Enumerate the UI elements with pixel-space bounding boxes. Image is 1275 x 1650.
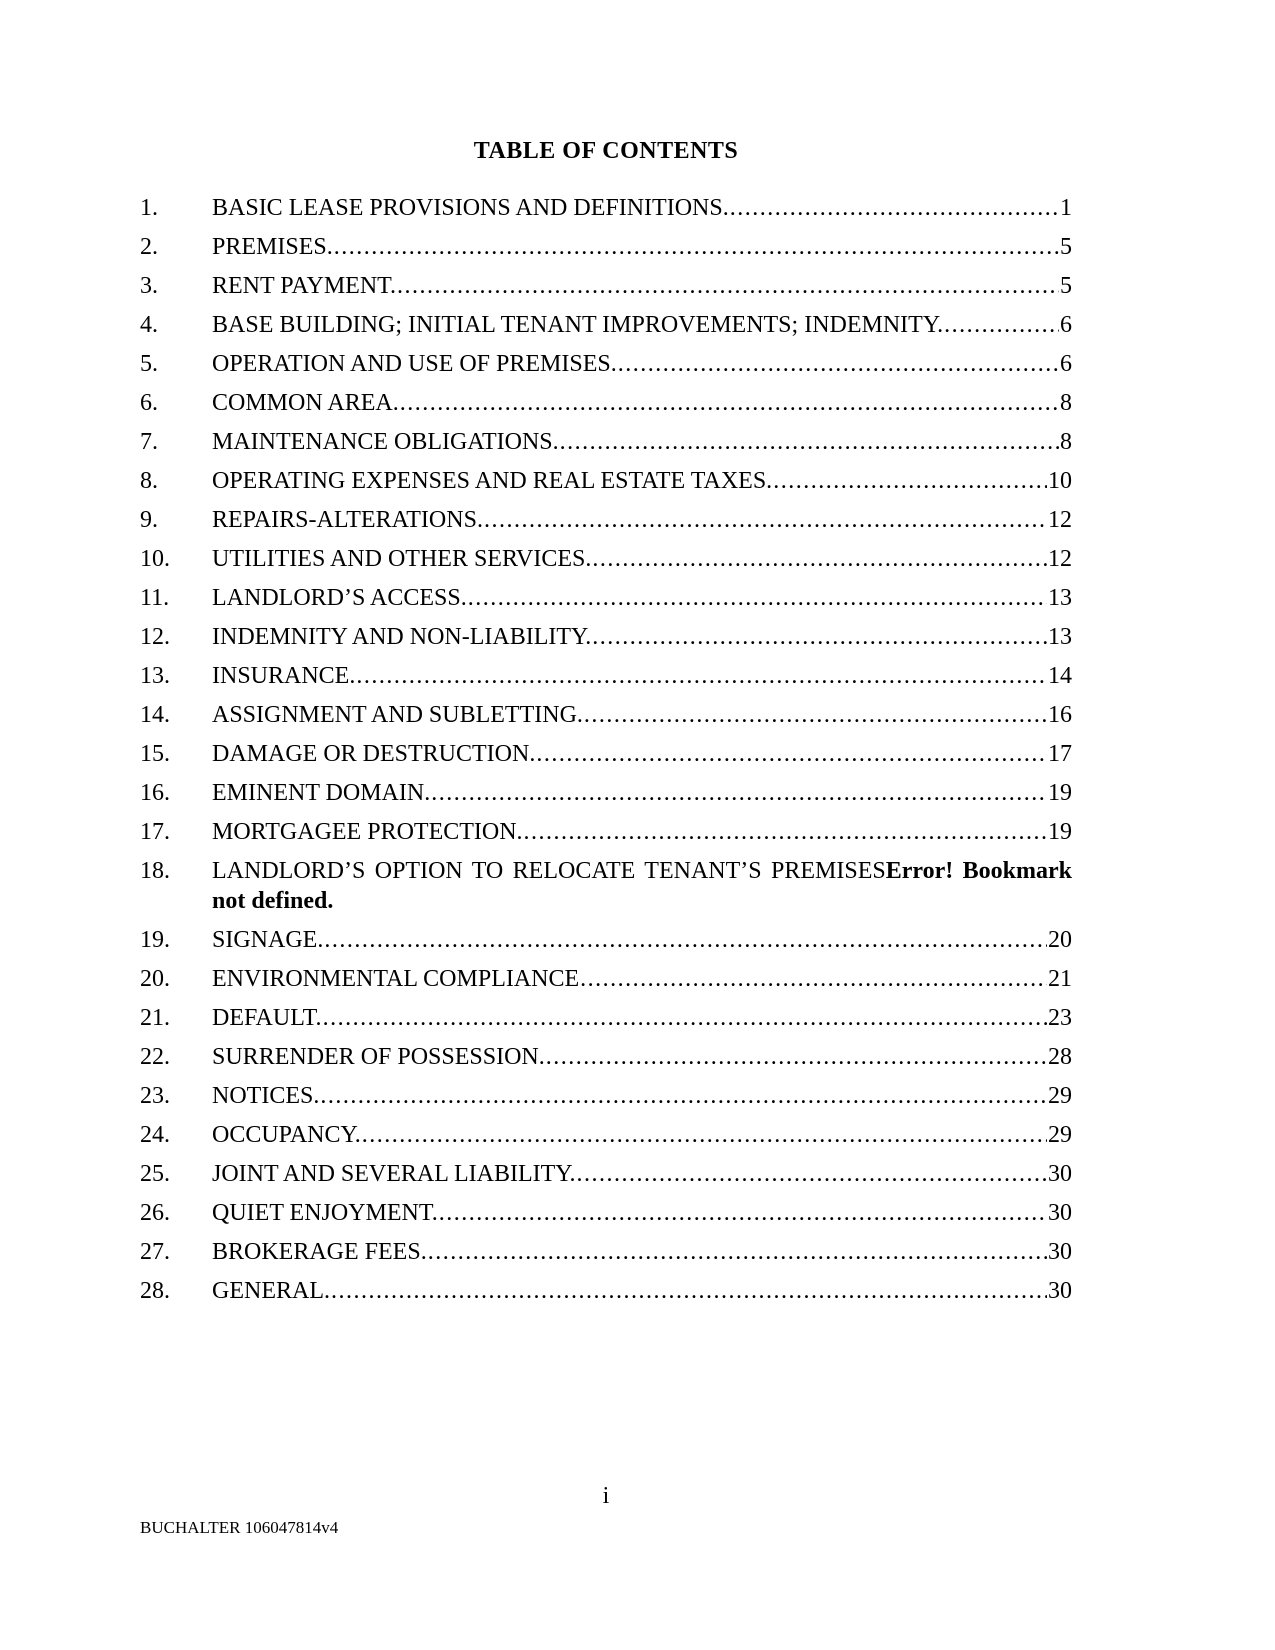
toc-entry-title: RENT PAYMENT. [212, 273, 397, 299]
toc-entry-page: 17 [1048, 741, 1072, 767]
toc-entry-body [212, 1276, 1072, 1306]
toc-entry [140, 1237, 1072, 1267]
toc-entry-number: 3. [140, 273, 158, 299]
toc-entry-body [212, 193, 1072, 223]
toc-entry-number: 10. [140, 546, 170, 572]
toc-entry [140, 349, 1072, 379]
toc-entry-page: 19 [1048, 780, 1072, 806]
toc-entry-page: 14 [1048, 663, 1072, 689]
toc-leader-dots [730, 193, 1059, 223]
toc-entry-body [212, 1237, 1072, 1267]
toc-entry-title: INSURANCE. [212, 663, 356, 689]
toc-entry-number: 20. [140, 966, 170, 992]
toc-leader-dots [546, 1042, 1047, 1072]
toc-entry-title: INDEMNITY AND NON-LIABILITY. [212, 624, 592, 650]
toc-entry [140, 271, 1072, 301]
toc-entry-number: 21. [140, 1005, 170, 1031]
toc-entry-body [212, 1159, 1072, 1189]
toc-leader-dots [524, 817, 1047, 847]
toc-entry [140, 661, 1072, 691]
toc-entry [140, 1042, 1072, 1072]
footer-page-number: i [602, 1483, 610, 1509]
toc-entry-page: 5 [1060, 234, 1072, 260]
toc-entry-number: 16. [140, 780, 170, 806]
toc-entry [140, 1120, 1072, 1150]
toc-entry-title: LANDLORD’S OPTION TO RELOCATE TENANT’S PREMISES [212, 858, 886, 884]
toc-entry-number: 4. [140, 312, 158, 338]
toc-leader-dots [362, 1120, 1047, 1150]
toc-entry [140, 964, 1072, 994]
toc-leader-dots [320, 1081, 1047, 1111]
toc-entry-number: 8. [140, 468, 158, 494]
toc-leader-dots [468, 583, 1047, 613]
toc-entry-number: 14. [140, 702, 170, 728]
toc-entry [140, 1198, 1072, 1228]
toc-leader-dots [324, 925, 1047, 955]
toc-entry-number: 17. [140, 819, 170, 845]
toc-entry-number: 6. [140, 390, 158, 416]
toc-entry-number: 18. [140, 858, 170, 884]
toc-entry-page: 29 [1048, 1083, 1072, 1109]
toc-entry-number: 19. [140, 927, 170, 953]
toc-entry-body [212, 232, 1072, 262]
toc-entry [140, 193, 1072, 223]
toc-entry-title: UTILITIES AND OTHER SERVICES. [212, 546, 592, 572]
toc-entry-body [212, 505, 1072, 535]
toc-entry-title: BROKERAGE FEES. [212, 1239, 427, 1265]
toc-entry-title: REPAIRS-ALTERATIONS. [212, 507, 483, 533]
toc-entry [140, 505, 1072, 535]
toc-entry-body [212, 388, 1072, 418]
toc-entry [140, 427, 1072, 457]
toc-entry-number: 28. [140, 1278, 170, 1304]
toc-entry-body [212, 964, 1072, 994]
toc-entry-title: SURRENDER OF POSSESSION. [212, 1044, 545, 1070]
toc-entry-title: LANDLORD’S ACCESS. [212, 585, 467, 611]
toc-entry-number: 22. [140, 1044, 170, 1070]
toc-entry [140, 778, 1072, 808]
toc-entry [140, 817, 1072, 847]
toc-entry-body [212, 1003, 1072, 1033]
toc-entry-body [212, 856, 1072, 916]
toc-entry [140, 310, 1072, 340]
toc-entry [140, 739, 1072, 769]
toc-entry-body [212, 1042, 1072, 1072]
toc-entry-body [212, 817, 1072, 847]
toc-entry-page: 1 [1060, 195, 1072, 221]
toc-entry-page: 23 [1048, 1005, 1072, 1031]
toc-entry-number: 27. [140, 1239, 170, 1265]
toc-entry-page: 13 [1048, 585, 1072, 611]
toc-entry-page: 28 [1048, 1044, 1072, 1070]
toc-entry-title: JOINT AND SEVERAL LIABILITY. [212, 1161, 576, 1187]
toc-entry-title: NOTICES. [212, 1083, 320, 1109]
toc-entry-title: OPERATING EXPENSES AND REAL ESTATE TAXES. [212, 468, 773, 494]
toc-leader-dots [356, 661, 1047, 691]
toc-entry-body [212, 310, 1072, 340]
toc-entry-page: 29 [1048, 1122, 1072, 1148]
toc-entry [140, 925, 1072, 955]
toc-entry [140, 1003, 1072, 1033]
toc-entry [140, 856, 1072, 916]
toc-entry-page: 12 [1048, 507, 1072, 533]
toc-leader-dots [428, 1237, 1047, 1267]
toc-entry-page: 21 [1048, 966, 1072, 992]
toc-entry-page: 5 [1060, 273, 1072, 299]
toc-entry-title: BASIC LEASE PROVISIONS AND DEFINITIONS. [212, 195, 729, 221]
toc-entry-body [212, 622, 1072, 652]
toc-entry-body [212, 1120, 1072, 1150]
toc-entry-page: 16 [1048, 702, 1072, 728]
toc-entry-number: 11. [140, 585, 170, 611]
toc-entry-page: 6 [1060, 312, 1072, 338]
toc-entry [140, 583, 1072, 613]
toc-entry-title: QUIET ENJOYMENT. [212, 1200, 438, 1226]
toc-entry-title: MAINTENANCE OBLIGATIONS. [212, 429, 559, 455]
toc-leader-dots [334, 232, 1059, 262]
toc-entry [140, 1081, 1072, 1111]
toc-entry-number: 25. [140, 1161, 170, 1187]
toc-entry-body [212, 349, 1072, 379]
toc-leader-dots [560, 427, 1059, 457]
toc-leader-dots [618, 349, 1059, 379]
toc-leader-dots [397, 271, 1059, 301]
toc-entry-body [212, 739, 1072, 769]
toc-entry [140, 466, 1072, 496]
toc-entry-body [212, 1198, 1072, 1228]
toc-entry-title: GENERAL. [212, 1278, 330, 1304]
toc-content [140, 138, 1072, 1315]
toc-entry-title: PREMISES. [212, 234, 333, 260]
toc-leader-dots [400, 388, 1059, 418]
toc-entry-title: EMINENT DOMAIN. [212, 780, 431, 806]
toc-entry-page: 30 [1048, 1239, 1072, 1265]
toc-entry-title: SIGNAGE. [212, 927, 324, 953]
toc-entry-body [212, 1081, 1072, 1111]
toc-entry-number: 24. [140, 1122, 170, 1148]
toc-leader-dots [592, 544, 1047, 574]
toc-entry-number: 2. [140, 234, 158, 260]
toc-entry-number: 23. [140, 1083, 170, 1109]
toc-entry [140, 700, 1072, 730]
toc-entry-page: 30 [1048, 1200, 1072, 1226]
toc-entry-title: MORTGAGEE PROTECTION. [212, 819, 523, 845]
toc-entry-title: ENVIRONMENTAL COMPLIANCE [212, 966, 580, 992]
toc-entry-number: 9. [140, 507, 158, 533]
toc-entry-title: DAMAGE OR DESTRUCTION. [212, 741, 536, 767]
toc-entry-page: 30 [1048, 1161, 1072, 1187]
toc-entry-body [212, 661, 1072, 691]
toc-entry-body [212, 583, 1072, 613]
toc-entry-title: ASSIGNMENT AND SUBLETTING. [212, 702, 583, 728]
toc-leader-dots [484, 505, 1047, 535]
toc-entry-number: 15. [140, 741, 170, 767]
toc-entry-page: 6 [1060, 351, 1072, 377]
toc-leader-dots [323, 1003, 1047, 1033]
footer-doc-id: BUCHALTER 106047814v4 [140, 1518, 339, 1537]
toc-entry [140, 388, 1072, 418]
toc-entry-title: DEFAULT. [212, 1005, 322, 1031]
toc-entry-number: 12. [140, 624, 170, 650]
toc-entry [140, 544, 1072, 574]
toc-entry-number: 1. [140, 195, 158, 221]
toc-entry [140, 232, 1072, 262]
toc-entry-error-text: Error! Bookmark not defined. [212, 858, 1072, 914]
toc-leader-dots [577, 1159, 1047, 1189]
toc-entry-number: 5. [140, 351, 158, 377]
toc-entry-page: 12 [1048, 546, 1072, 572]
toc-entry-number: 13. [140, 663, 170, 689]
toc-entry-page: 19 [1048, 819, 1072, 845]
toc-entry-body [212, 544, 1072, 574]
toc-entry-number: 26. [140, 1200, 170, 1226]
toc-entry [140, 1159, 1072, 1189]
toc-leader-dots [431, 778, 1047, 808]
toc-entry-title: OPERATION AND USE OF PREMISES. [212, 351, 617, 377]
toc-leader-dots [584, 700, 1047, 730]
toc-entry-body [212, 925, 1072, 955]
toc-entry-body [212, 271, 1072, 301]
toc-entry-page: 13 [1048, 624, 1072, 650]
toc-leader-dots [580, 964, 1047, 994]
toc-leader-dots [592, 622, 1047, 652]
toc-entry-page: 10 [1048, 468, 1072, 494]
toc-entry-body [212, 700, 1072, 730]
toc-leader-dots [944, 310, 1059, 340]
toc-leader-dots [773, 466, 1047, 496]
toc-entry [140, 622, 1072, 652]
toc-list [140, 193, 1072, 1306]
toc-entry-page: 8 [1060, 390, 1072, 416]
toc-entry-title: COMMON AREA. [212, 390, 399, 416]
toc-entry-number: 7. [140, 429, 158, 455]
toc-leader-dots [536, 739, 1047, 769]
toc-entry-body [212, 466, 1072, 496]
toc-entry-body [212, 427, 1072, 457]
toc-entry-page: 20 [1048, 927, 1072, 953]
toc-entry-title: BASE BUILDING; INITIAL TENANT IMPROVEMENTS; INDEMNITY. [212, 312, 944, 338]
toc-entry-page: 30 [1048, 1278, 1072, 1304]
toc-leader-dots [331, 1276, 1047, 1306]
toc-entry-body [212, 778, 1072, 808]
toc-entry-page: 8 [1060, 429, 1072, 455]
toc-entry-title: OCCUPANCY. [212, 1122, 361, 1148]
page-title: TABLE OF CONTENTS [473, 138, 739, 164]
toc-leader-dots [439, 1198, 1047, 1228]
toc-entry [140, 1276, 1072, 1306]
